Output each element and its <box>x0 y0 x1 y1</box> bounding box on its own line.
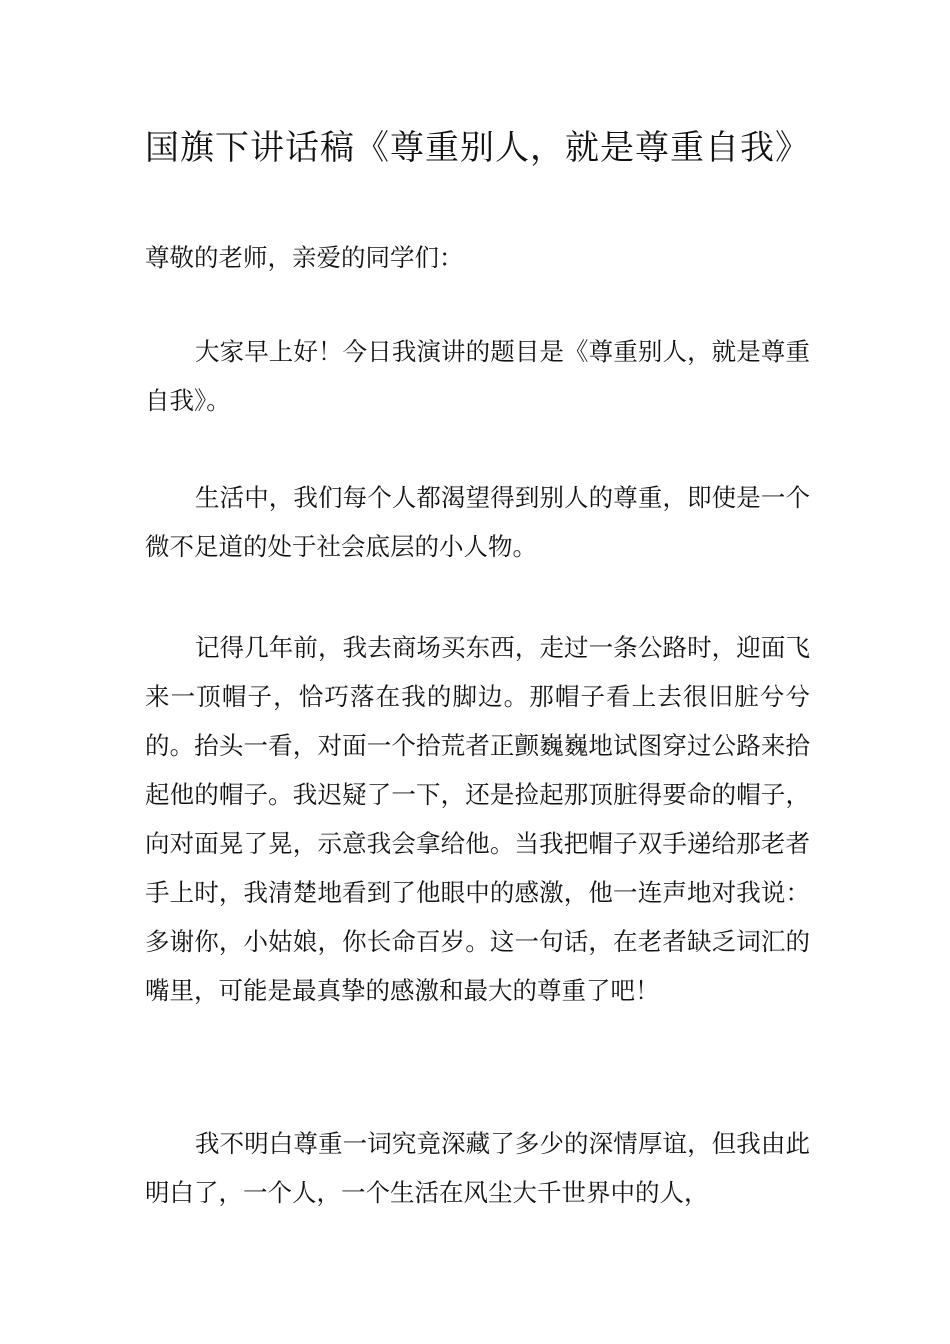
paragraph-3: 记得几年前，我去商场买东西，走过一条公路时，迎面飞来一顶帽子，恰巧落在我的脚边。那帽子看上去很旧脏兮兮的。抬头一看，对面一个拾荒者正颤巍巍地试图穿过公路来拾起他的帽子。我迟疑了一下，还是捡起那顶脏得要命的帽子，向对面晃了晃，示意我会拿给他。当我把帽子双手递给那老者手上时，我清楚地看到了他眼中的感激，他一连声地对我说：多谢你，小姑娘，你长命百岁。这一句话，在老者缺乏词汇的嘴里，可能是最真挚的感激和最大的尊重了吧！ <box>145 633 810 1005</box>
paragraph-1: 大家早上好！今日我演讲的题目是《尊重别人，就是尊重自我》。 <box>145 337 810 415</box>
salutation: 尊敬的老师，亲爱的同学们： <box>145 243 464 272</box>
paragraph-4: 我不明白尊重一词究竟深藏了多少的深情厚谊，但我由此明白了，一个人，一个生活在风尘大千世界中的人， <box>145 1129 810 1207</box>
document-title: 国旗下讲话稿《尊重别人，就是尊重自我》 <box>145 128 810 168</box>
paragraph-2: 生活中，我们每个人都渴望得到别人的尊重，即使是一个微不足道的处于社会底层的小人物。 <box>145 483 810 561</box>
